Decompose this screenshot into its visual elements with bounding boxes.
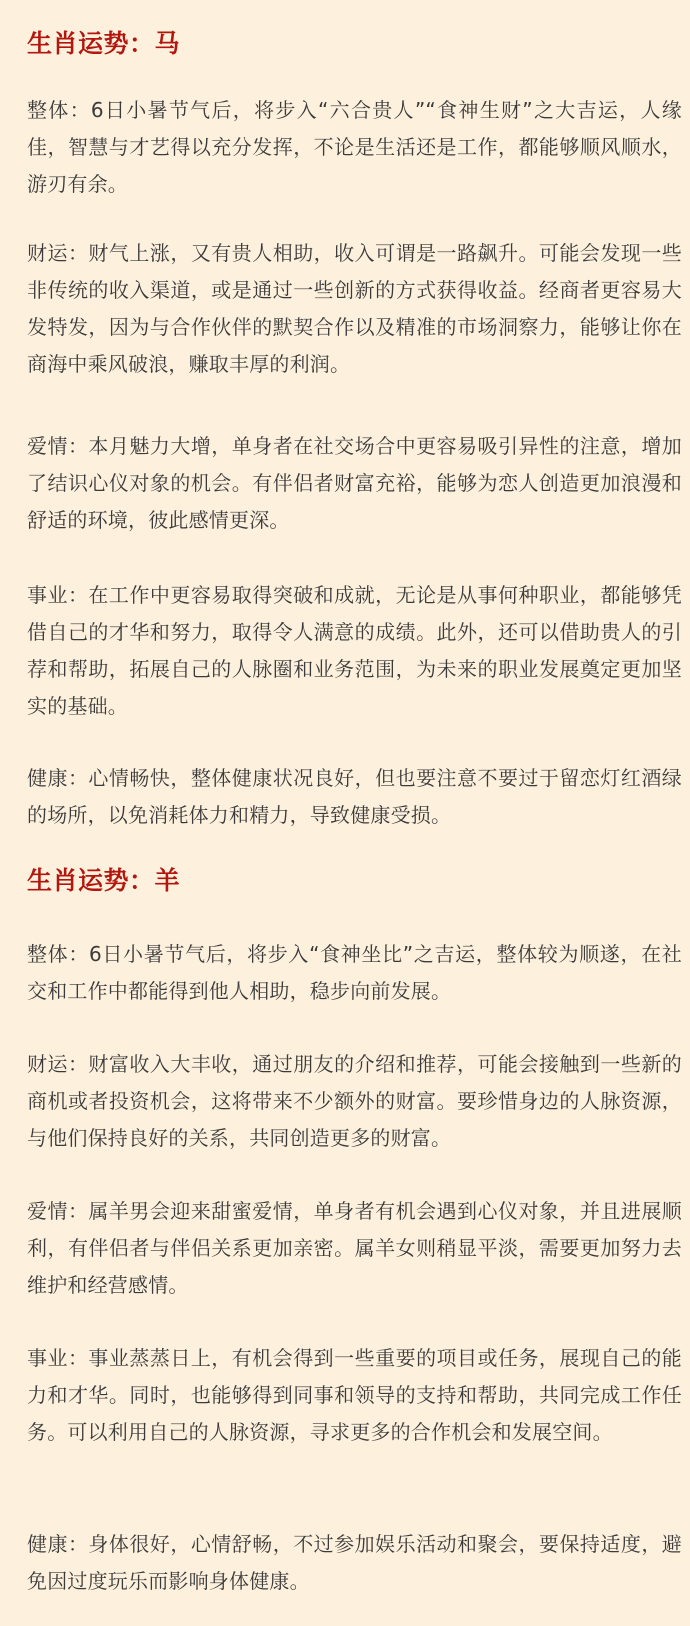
goat-love-paragraph: 爱情：属羊男会迎来甜蜜爱情，单身者有机会遇到心仪对象，并且进展顺利，有伴侣者与伴侣关系更加亲密。属羊女则稍显平淡，需要更加努力去维护和经营感情。	[27, 1199, 682, 1297]
horse-career-paragraph: 事业：在工作中更容易取得突破和成就，无论是从事何种职业，都能够凭借自己的才华和努力，取得令人满意的成绩。此外，还可以借助贵人的引荐和帮助，拓展自己的人脉圈和业务范围，为未来的职业发展奠定更加坚实的基础。	[27, 583, 682, 718]
horse-wealth-paragraph: 财运：财气上涨，又有贵人相助，收入可谓是一路飙升。可能会发现一些非传统的收入渠道，或是通过一些创新的方式获得收益。经商者更容易大发特发，因为与合作伙伴的默契合作以及精准的市场洞察力，能够让你在商海中乘风破浪，赚取丰厚的利润。	[27, 241, 682, 376]
horse-health-paragraph: 健康：心情畅快，整体健康状况良好，但也要注意不要过于留恋灯红酒绿的场所，以免消耗体力和精力，导致健康受损。	[27, 766, 682, 827]
horse-overall-paragraph: 整体：6日小暑节气后，将步入“六合贵人”“食神生财”之大吉运，人缘佳，智慧与才艺得以充分发挥，不论是生活还是工作，都能够顺风顺水，游刃有余。	[27, 98, 682, 196]
goat-career-paragraph: 事业：事业蒸蒸日上，有机会得到一些重要的项目或任务，展现自己的能力和才华。同时，也能够得到同事和领导的支持和帮助，共同完成工作任务。可以利用自己的人脉资源，寻求更多的合作机会和发展空间。	[27, 1346, 682, 1444]
goat-overall-paragraph: 整体：6日小暑节气后，将步入“食神坐比”之吉运，整体较为顺遂，在社交和工作中都能得到他人相助，稳步向前发展。	[27, 942, 682, 1003]
horse-love-paragraph: 爱情：本月魅力大增，单身者在社交场合中更容易吸引异性的注意，增加了结识心仪对象的机会。有伴侣者财富充裕，能够为恋人创造更加浪漫和舒适的环境，彼此感情更深。	[27, 434, 682, 532]
goat-section-title: 生肖运势：羊	[27, 866, 181, 895]
horse-section-title: 生肖运势：马	[27, 29, 181, 58]
goat-wealth-paragraph: 财运：财富收入大丰收，通过朋友的介绍和推荐，可能会接触到一些新的商机或者投资机会，这将带来不少额外的财富。要珍惜身边的人脉资源，与他们保持良好的关系，共同创造更多的财富。	[27, 1052, 682, 1150]
goat-health-paragraph: 健康：身体很好，心情舒畅，不过参加娱乐活动和聚会，要保持适度，避免因过度玩乐而影响身体健康。	[27, 1532, 682, 1593]
